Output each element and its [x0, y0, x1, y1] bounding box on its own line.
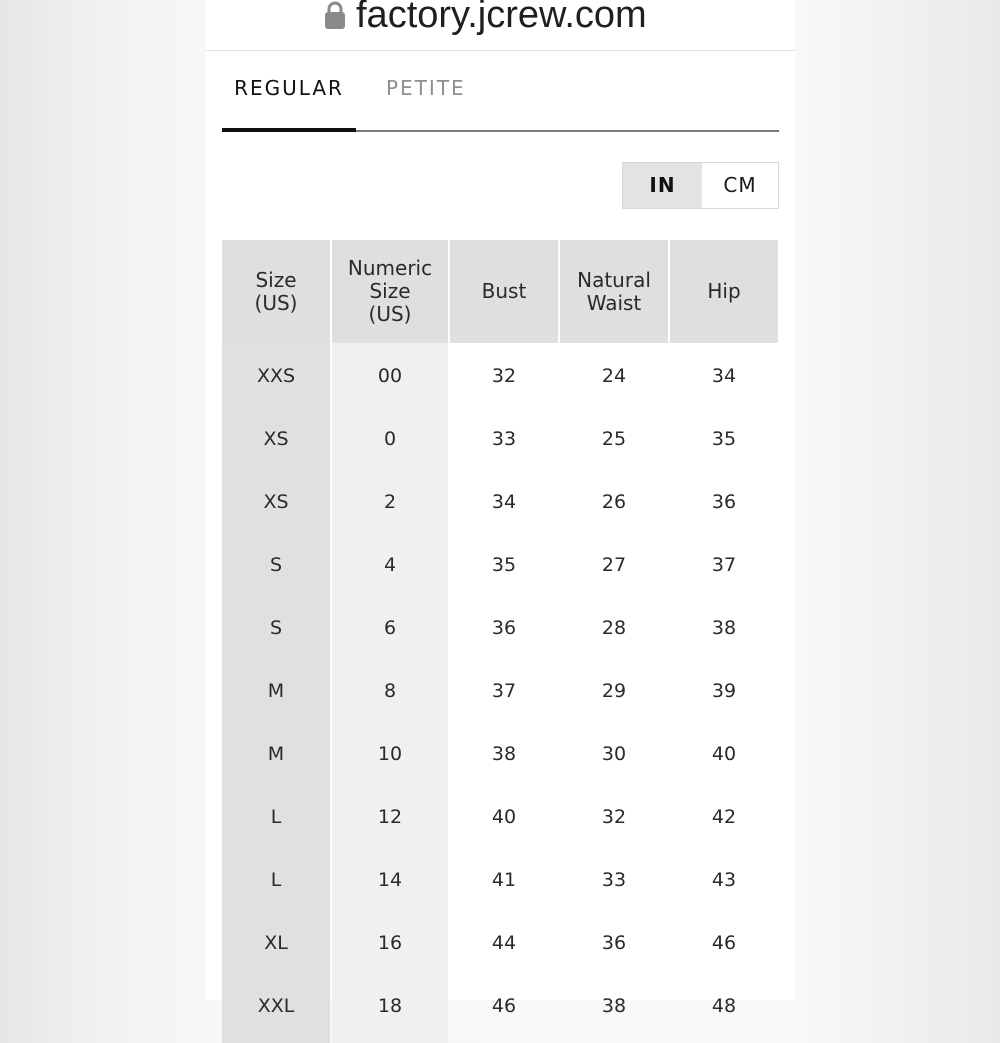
header-natural-waist: Natural Waist	[560, 240, 668, 343]
table-body	[222, 343, 778, 1043]
cell-bust: 40	[491, 806, 517, 828]
cell-natural-waist: 24	[601, 365, 627, 387]
table-row	[222, 534, 778, 597]
tab-regular[interactable]: REGULAR	[222, 60, 356, 130]
cell-natural-waist: 32	[601, 806, 627, 828]
cell-bust: 38	[491, 743, 517, 765]
lock-icon	[323, 0, 347, 30]
cell-bust: 41	[491, 869, 517, 891]
cell-bust: 32	[491, 365, 517, 387]
table-row	[222, 471, 778, 534]
cell-numeric-size: 10	[377, 743, 403, 765]
cell-numeric-size: 0	[383, 428, 397, 450]
cell-size-us: M	[267, 680, 285, 702]
cell-hip: 35	[711, 428, 737, 450]
cell-natural-waist: 25	[601, 428, 627, 450]
cell-hip: 39	[711, 680, 737, 702]
header-numeric-size: Numeric Size (US)	[332, 240, 448, 343]
cell-numeric-size: 18	[377, 995, 403, 1017]
table-row	[222, 345, 778, 408]
table-row	[222, 723, 778, 786]
cell-size-us: XXS	[256, 365, 296, 387]
cell-numeric-size: 4	[383, 554, 397, 576]
cell-size-us: S	[269, 554, 283, 576]
table-row	[222, 975, 778, 1038]
header-hip: Hip	[670, 240, 778, 343]
unit-in-button[interactable]: IN	[623, 163, 702, 208]
cell-numeric-size: 6	[383, 617, 397, 639]
cell-hip: 37	[711, 554, 737, 576]
cell-size-us: XL	[264, 932, 288, 954]
cell-natural-waist: 27	[601, 554, 627, 576]
cell-numeric-size: 16	[377, 932, 403, 954]
header-bust: Bust	[450, 240, 558, 343]
table-row	[222, 849, 778, 912]
table-row	[222, 786, 778, 849]
cell-size-us: M	[267, 743, 285, 765]
table-row	[222, 597, 778, 660]
unit-toggle	[622, 162, 779, 209]
cell-hip: 36	[711, 491, 737, 513]
cell-hip: 43	[711, 869, 737, 891]
cell-size-us: S	[269, 617, 283, 639]
cell-hip: 46	[711, 932, 737, 954]
cell-bust: 34	[491, 491, 517, 513]
cell-numeric-size: 14	[377, 869, 403, 891]
cell-size-us: XS	[263, 428, 289, 450]
cell-size-us: L	[270, 806, 282, 828]
cell-bust: 44	[491, 932, 517, 954]
url-text[interactable]: factory.jcrew.com	[356, 0, 647, 36]
cell-size-us: XS	[263, 491, 289, 513]
table-row	[222, 912, 778, 975]
cell-hip: 38	[711, 617, 737, 639]
fit-tabs	[222, 60, 779, 132]
cell-hip: 48	[711, 995, 737, 1017]
tab-petite[interactable]: PETITE	[386, 76, 466, 100]
cell-bust: 37	[491, 680, 517, 702]
cell-bust: 33	[491, 428, 517, 450]
address-bar[interactable]	[206, 0, 795, 51]
cell-numeric-size: 12	[377, 806, 403, 828]
table-row	[222, 660, 778, 723]
cell-natural-waist: 30	[601, 743, 627, 765]
table-header	[222, 240, 778, 343]
table-row	[222, 408, 778, 471]
cell-bust: 46	[491, 995, 517, 1017]
cell-numeric-size: 00	[377, 365, 403, 387]
cell-natural-waist: 36	[601, 932, 627, 954]
header-size-us: Size (US)	[222, 240, 330, 343]
cell-hip: 42	[711, 806, 737, 828]
cell-numeric-size: 8	[383, 680, 397, 702]
cell-hip: 40	[711, 743, 737, 765]
cell-natural-waist: 33	[601, 869, 627, 891]
cell-bust: 35	[491, 554, 517, 576]
cell-natural-waist: 38	[601, 995, 627, 1017]
phone-screen	[206, 0, 795, 1017]
cell-natural-waist: 29	[601, 680, 627, 702]
unit-cm-button[interactable]: CM	[702, 163, 778, 208]
cell-bust: 36	[491, 617, 517, 639]
cell-numeric-size: 2	[383, 491, 397, 513]
cell-size-us: L	[270, 869, 282, 891]
cell-natural-waist: 26	[601, 491, 627, 513]
cell-hip: 34	[711, 365, 737, 387]
cell-size-us: XXL	[257, 995, 295, 1017]
cell-natural-waist: 28	[601, 617, 627, 639]
